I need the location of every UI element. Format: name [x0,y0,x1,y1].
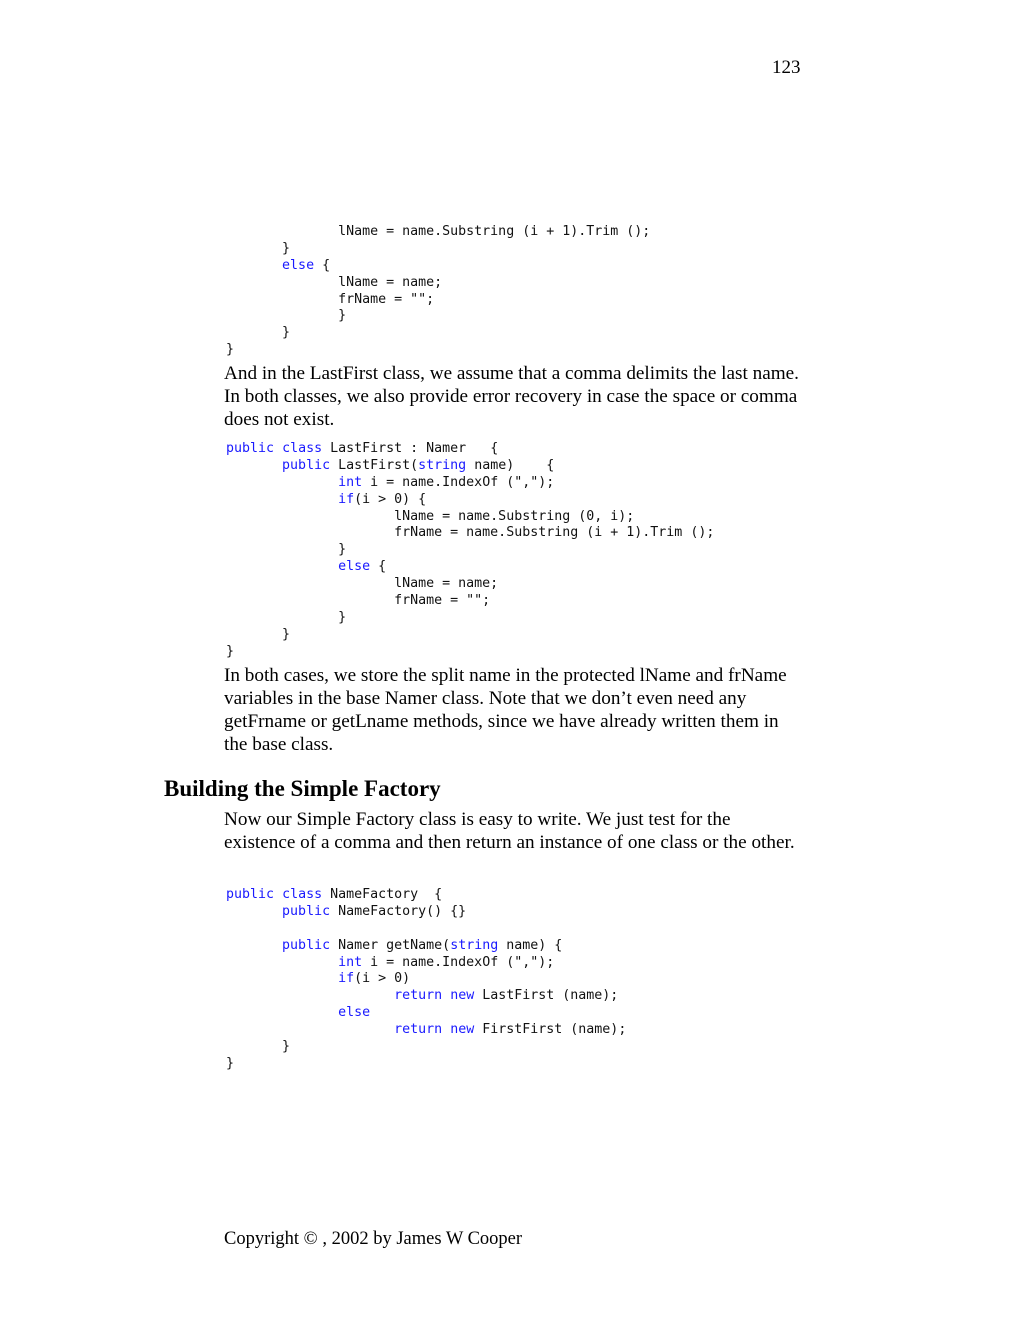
paragraph-split-name: In both cases, we store the split name in the protected lName and frName variables in the base Namer class. Note that we don’t even need any getFrname or getLname methods, since we have already written them in the base class. [224,665,787,755]
code-text [226,988,394,1003]
code-text [226,1022,394,1037]
code-text: frName = name.Substring (i + 1).Trim (); [226,525,715,541]
paragraph-simple-factory: Now our Simple Factory class is easy to write. We just test for the existence of a comma and then return an instance of one class or the other. [224,809,795,853]
code-text: name) { [466,457,555,473]
code-text: frName = ""; [226,593,491,609]
code-line [226,576,714,593]
code-text: } [226,626,291,642]
code-line [226,492,714,509]
code-text: } [226,240,291,256]
code-keyword: class [282,441,323,456]
code-keyword: if [338,971,355,987]
code-text: } [226,542,347,558]
code-block-lastfirst-class [226,441,714,661]
code-text: } [226,342,235,358]
code-keyword: else [338,1005,371,1021]
code-keyword: public [226,887,275,902]
code-text: i = name.IndexOf (","); [362,474,555,490]
code-line [226,224,650,241]
code-text [226,938,282,953]
code-keyword: string [418,457,467,473]
code-text [442,1022,450,1037]
code-line [226,593,714,610]
code-text: } [226,643,235,659]
code-keyword: new [450,1022,475,1038]
code-text: FirstFirst (name); [474,1022,627,1038]
code-text [442,988,450,1003]
code-text: } [226,308,347,324]
code-line [226,1022,626,1039]
code-keyword: class [282,887,323,902]
code-line [226,509,714,526]
code-line [226,644,714,661]
code-text [226,559,338,574]
code-keyword: public [226,441,275,456]
code-text [226,904,282,919]
code-text: Namer getName( [330,937,451,953]
code-text: lName = name; [226,274,443,290]
code-line [226,921,626,938]
code-text: LastFirst : Namer { [322,441,499,456]
code-text: } [226,325,291,341]
code-text: lName = name.Substring (i + 1).Trim (); [226,224,651,239]
code-line [226,1005,626,1022]
code-text [274,887,282,902]
code-text: lName = name; [226,576,499,592]
code-block-namer-else [226,224,650,359]
section-heading: Building the Simple Factory [164,776,441,801]
code-line [226,627,714,644]
code-keyword: public [282,937,331,953]
code-text [226,258,282,273]
code-keyword: new [450,988,475,1004]
code-keyword: int [338,474,363,490]
code-line [226,342,650,359]
code-text: frName = ""; [226,291,435,307]
code-text: { [314,257,331,273]
code-line [226,559,714,576]
code-keyword: if [338,491,355,507]
code-keyword: return [394,988,443,1004]
code-text: } [226,1039,291,1055]
code-text [226,955,338,970]
code-line [226,1056,626,1073]
code-text [226,1005,338,1020]
code-text [226,492,338,507]
code-text [274,441,282,456]
code-keyword: else [282,257,315,273]
code-text: NameFactory() {} [330,903,467,919]
code-line [226,542,714,559]
code-keyword: else [338,559,371,575]
code-text: lName = name.Substring (0, i); [226,508,635,524]
code-text: NameFactory { [322,887,443,902]
code-text [226,458,282,473]
code-line [226,955,626,972]
code-text: i = name.IndexOf (","); [362,954,555,970]
code-line [226,275,650,292]
code-text: (i > 0) [354,971,411,987]
code-line [226,475,714,492]
code-line [226,325,650,342]
code-line [226,904,626,921]
copyright-footer: Copyright © , 2002 by James W Cooper [224,1229,523,1249]
code-text: name) { [498,937,563,953]
code-line [226,988,626,1005]
paragraph-lastfirst-intro: And in the LastFirst class, we assume that a comma delimits the last name. In both classes, we also provide error recovery in case the space or comma does not exist. [224,363,799,430]
code-line [226,938,626,955]
code-line [226,308,650,325]
code-keyword: string [450,937,499,953]
code-line [226,292,650,309]
code-text: LastFirst (name); [474,988,619,1004]
code-text: } [226,1055,235,1071]
code-line [226,887,626,904]
code-line [226,525,714,542]
code-keyword: int [338,954,363,970]
code-line [226,258,650,275]
code-text: (i > 0) { [354,491,427,507]
code-line [226,971,626,988]
code-keyword: public [282,903,331,919]
code-line [226,458,714,475]
code-line [226,610,714,627]
code-text [226,971,338,986]
code-line [226,441,714,458]
code-text: } [226,609,347,625]
code-block-namefactory-class [226,887,626,1073]
code-keyword: public [282,457,331,473]
code-line [226,1039,626,1056]
code-text: LastFirst( [330,457,419,473]
code-text: { [370,559,387,575]
page-number: 123 [772,57,801,78]
code-keyword: return [394,1022,443,1038]
code-line [226,241,650,258]
code-text [226,475,338,490]
